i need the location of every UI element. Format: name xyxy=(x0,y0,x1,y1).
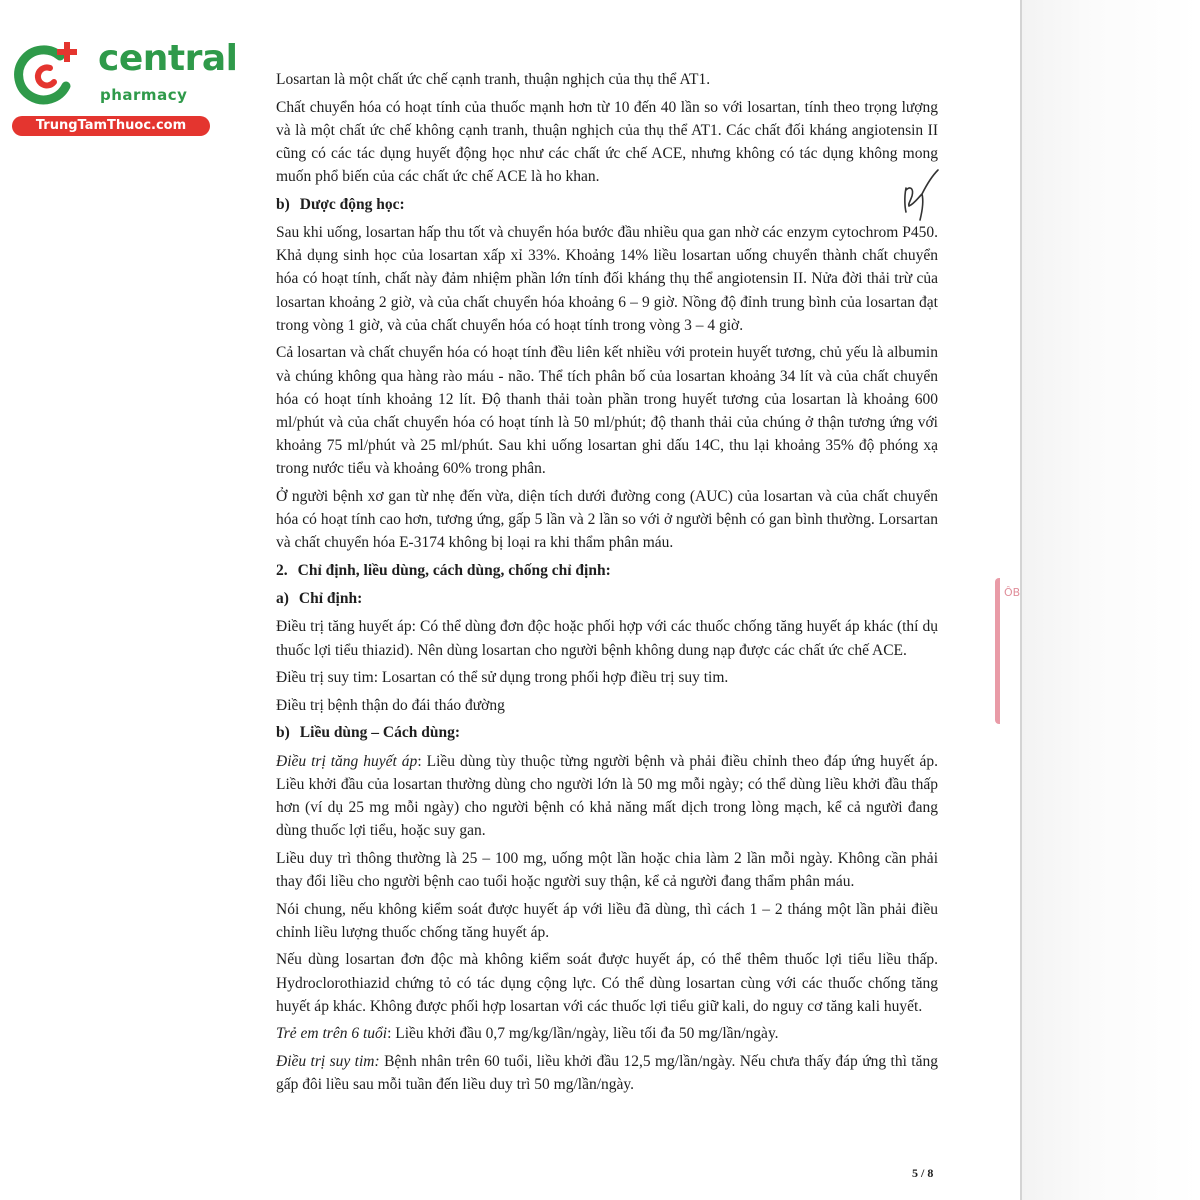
heading-text: Chỉ định, liều dùng, cách dùng, chống chỉ định: xyxy=(297,562,611,580)
paragraph-nephropathy: Điều trị bệnh thận do đái tháo đường xyxy=(276,696,505,714)
scan-margin xyxy=(1022,0,1200,1200)
logo-brand: central xyxy=(98,38,238,79)
paragraph-dose-heart-failure xyxy=(276,1050,938,1096)
heading-pharmacokinetics xyxy=(276,193,938,216)
document-body xyxy=(276,68,938,1101)
paragraph-absorption: Sau khi uống, losartan hấp thu tốt và chuyển hóa bước đầu nhiều qua gan nhờ các enzym cytochrom P450. Khả dụng sinh học của losartan xấp xỉ 33%. Khoảng 14% liều losartan uống chuyển thành chất chuyển hóa có hoạt tính, chất này đảm nhiệm phần lớn tính đối kháng thụ thể angiotensin II. Nửa đời thải trừ của losartan khoảng 2 giờ, và của chất chuyển hóa khoảng 6 – 9 giờ. Nồng độ đỉnh trung bình của losartan đạt trong vòng 1 giờ, và của chất chuyển hóa có hoạt tính trong vòng 3 – 4 giờ. xyxy=(276,224,938,334)
logo-url[interactable]: TrungTamThuoc.com xyxy=(12,116,210,136)
paragraph-heart-failure: Điều trị suy tim: Losartan có thể sử dụng trong phối hợp điều trị suy tim. xyxy=(276,669,729,687)
paragraph-hepatic: Ở người bệnh xơ gan từ nhẹ đến vừa, diện tích dưới đường cong (AUC) của losartan và của chất chuyển hóa có hoạt tính cao hơn, tương ứng, gấp 5 lần và 2 lần so với ở người bệnh có gan bình thường. Lorsartan và chất chuyển hóa E-3174 không bị loại ra khi thẩm phân máu. xyxy=(276,488,938,552)
paragraph-combination: Nếu dùng losartan đơn độc mà không kiểm soát được huyết áp, có thể thêm thuốc lợi tiểu liều thấp. Hydroclorothiazid chứng tỏ có tác dụng cộng lực. Có thể dùng losartan cùng với các thuốc chống tăng huyết áp khác. Không được phối hợp losartan với các thuốc lợi tiểu giữ kali, do nguy cơ tăng kali huyết. xyxy=(276,951,938,1015)
lead-italic: Điều trị suy tim: xyxy=(276,1053,380,1070)
paragraph-children xyxy=(276,1022,938,1045)
paragraph-metabolite: Chất chuyển hóa có hoạt tính của thuốc mạnh hơn từ 10 đến 40 lần so với losartan, tính theo trọng lượng và là một chất ức chế không cạnh tranh, thuận nghịch của thụ thể AT1. Các chất đối kháng angiotensin II cũng có các tác dụng huyết động học như các chất ức chế ACE, nhưng không có tác dụng không mong muốn phổ biến của các chất ức chế ACE là ho khan. xyxy=(276,98,938,186)
central-pharmacy-logo[interactable] xyxy=(10,38,238,138)
paragraph-adjustment: Nói chung, nếu không kiểm soát được huyết áp với liều đã dùng, thì cách 1 – 2 tháng một lần phải điều chỉnh liều lượng thuốc chống tăng huyết áp. xyxy=(276,900,938,941)
paragraph-text: Bệnh nhân trên 60 tuổi, liều khởi đầu 12,5 mg/lần/ngày. Nếu chưa thấy đáp ứng thì tăng gấp đôi liều sau mỗi tuần đến liều duy trì 50 mg/lần/ngày. xyxy=(276,1053,938,1094)
paragraph-text: : Liều dùng tùy thuộc từng người bệnh và phải điều chỉnh theo đáp ứng huyết áp. Liều khởi đầu của losartan thường dùng cho người lớn là 50 mg mỗi ngày; có thể dùng liều khởi đầu thấp hơn (ví dụ 25 mg mỗi ngày) cho người bệnh có khả năng mất dịch trong lòng mạch, kể cả người đang dùng thuốc lợi tiểu, hoặc suy gan. xyxy=(276,752,938,840)
lead-italic: Trẻ em trên 6 tuổi xyxy=(276,1025,388,1043)
stamp-text: ÔB xyxy=(1004,586,1021,599)
page-number: 5 / 8 xyxy=(912,1166,934,1180)
heading-marker: a) xyxy=(276,590,289,608)
heading-section-2 xyxy=(276,559,938,582)
paragraph-distribution: Cả losartan và chất chuyển hóa có hoạt tính đều liên kết nhiều với protein huyết tương, chủ yếu là albumin và chúng không qua hàng rào máu - não. Thể tích phân bố của losartan khoảng 34 lít và của chất chuyển hóa có hoạt tính khoảng 12 lít. Độ thanh thải toàn phần trong huyết tương của losartan là khoảng 600 ml/phút và của chất chuyển hóa có hoạt tính là 50 ml/phút; độ thanh thải của chúng ở thận tương ứng với khoảng 75 ml/phút và 25 ml/phút. Sau khi uống losartan ghi dấu 14C, thu lại khoảng 35% độ phóng xạ trong nước tiểu và khoảng 60% trong phân. xyxy=(276,344,938,478)
heading-text: Chỉ định: xyxy=(298,590,363,608)
heading-marker: b) xyxy=(276,195,290,213)
paragraph-maintenance: Liều duy trì thông thường là 25 – 100 mg, uống một lần hoặc chia làm 2 lần mỗi ngày. Không cần phải thay đổi liều cho người bệnh cao tuổi hoặc người suy thận, kể cả người đang thẩm phân máu. xyxy=(276,849,938,891)
paragraph-mechanism: Losartan là một chất ức chế cạnh tranh, thuận nghịch của thụ thể AT1. xyxy=(276,71,711,88)
paragraph-dose-hypertension xyxy=(276,750,938,843)
paragraph-text: : Liều khởi đầu 0,7 mg/kg/lần/ngày, liều tối đa 50 mg/lần/ngày. xyxy=(387,1025,779,1043)
pharmacy-cross-logo-icon xyxy=(10,38,80,108)
paragraph-hypertension: Điều trị tăng huyết áp: Có thể dùng đơn độc hoặc phối hợp với các thuốc chống tăng huyết áp khác (thí dụ thuốc lợi tiểu thiazid). Nên dùng losartan cho người bệnh không dung nạp được các chất ức chế ACE. xyxy=(276,618,938,659)
heading-marker: b) xyxy=(276,724,290,742)
heading-dosage xyxy=(276,721,938,744)
lead-italic: Điều trị tăng huyết áp xyxy=(276,752,418,770)
heading-text: Liều dùng – Cách dùng: xyxy=(299,724,461,742)
heading-text: Dược động học: xyxy=(299,195,405,213)
heading-indications xyxy=(276,587,938,610)
red-stamp-fragment xyxy=(995,578,1026,724)
logo-subtitle: pharmacy xyxy=(100,86,188,104)
heading-marker: 2. xyxy=(276,562,288,580)
